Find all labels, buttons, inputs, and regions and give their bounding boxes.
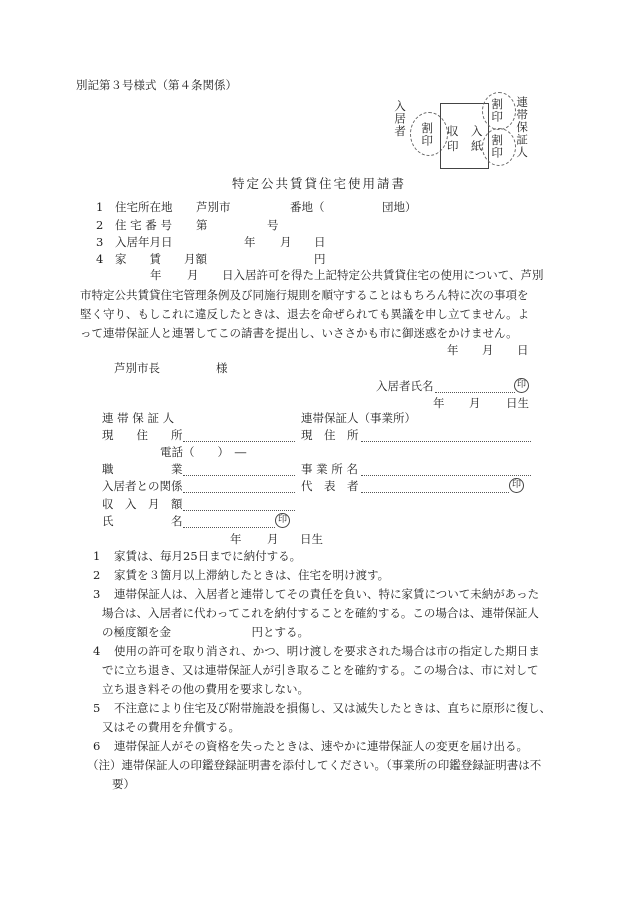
condition-4-line-1: 使用の許可を取り消され、かつ、明け渡しを要求された場合は市の指定した期日ま [114, 644, 540, 658]
tenant-birth-month: 月 [469, 396, 481, 410]
condition-6-num: 6 [93, 739, 101, 753]
intro-line-1: 日入居許可を得た上記特定公共賃貸住宅の使用について、芦別 [222, 268, 544, 282]
date-year: 年 [447, 343, 459, 357]
guarantor-birth-month: 月 [267, 532, 279, 546]
business-office-label: 事 業 所 名 [301, 462, 358, 476]
receipt-char-a: 収 [447, 124, 459, 138]
condition-1-text: 家賃は、毎月25日までに納付する。 [114, 549, 302, 563]
condition-4-line-3: 立ち退き料その他の費用を要求しない。 [102, 682, 309, 696]
item-1-lot: 番地（ [290, 200, 325, 214]
guarantor-job-label: 職 業 [102, 462, 183, 476]
note-line-1: （注）連帯保証人の印鑑登録証明書を添付してください。（事業所の印鑑登録証明書は不 [87, 758, 542, 772]
guarantor-label: 連帯保証人 [515, 96, 530, 159]
guarantor-seal-label-2: 割印 [490, 134, 505, 159]
guarantor-address-label: 現 住 所 [102, 428, 183, 442]
item-1-city: 芦別市 [196, 200, 231, 214]
receipt-char-d: 紙 [471, 139, 483, 153]
guarantor-name-field[interactable] [183, 527, 275, 528]
guarantor-income-label: 収 入 月 額 [102, 497, 183, 511]
item-1-num: 1 [96, 200, 104, 214]
item-3-label: 入居年月日 [115, 235, 173, 249]
condition-3-line-3: の極度額を金 円とする。 [102, 625, 309, 639]
item-4-label: 家 賃 月額 [115, 252, 207, 266]
receipt-char-c: 入 [471, 124, 483, 138]
condition-4-line-2: でに立ち退き、又は連帯保証人が引き取ることを確約する。この場合は、市に対して [102, 663, 539, 677]
guarantor-birth-day: 日生 [300, 532, 323, 546]
condition-4-num: 4 [93, 644, 101, 658]
intro-line-2: 市特定公共賃貸住宅管理条例及び同施行規則を順守することはもちろん特に次の事項を [80, 288, 529, 302]
item-1-complex: 団地） [382, 200, 417, 214]
intro-line-4: って連帯保証人と連署してこの請書を提出し、いささかも市に御迷惑をかけません。 [80, 326, 518, 340]
business-address-label: 現 住 所 [301, 428, 359, 442]
item-4-yen: 円 [314, 252, 326, 266]
business-heading: 連帯保証人（事業所） [301, 411, 416, 425]
guarantor-relation-label: 入居者との関係 [102, 479, 183, 493]
guarantor-seal-mark: 印 [275, 513, 290, 528]
item-4-num: 4 [96, 252, 104, 266]
condition-3-line-1: 連帯保証人は、入居者と連帯してその責任を負い、特に家賃について未納があった [114, 587, 540, 601]
item-2-suffix: 号 [267, 218, 279, 232]
condition-2-text: 家賃を３箇月以上滞納したときは、住宅を明け渡す。 [114, 568, 390, 582]
guarantor-name-label: 氏 名 [102, 514, 183, 528]
business-rep-field[interactable] [361, 492, 509, 493]
guarantor-heading: 連 帯 保 証 人 [102, 411, 175, 425]
item-3-year: 年 [244, 235, 256, 249]
note-line-2: 要） [112, 777, 135, 791]
business-address-field[interactable] [361, 441, 531, 442]
guarantor-income-field[interactable] [183, 510, 295, 511]
guarantor-phone: 電話（ ） ― [160, 445, 247, 459]
condition-5-line-2: 又はその費用を弁償する。 [102, 720, 240, 734]
date-day: 日 [517, 343, 529, 357]
guarantor-job-field[interactable] [183, 475, 295, 476]
item-2-prefix: 第 [196, 218, 208, 232]
condition-3-num: 3 [93, 587, 101, 601]
tenant-birth-year: 年 [433, 396, 445, 410]
tenant-seal-mark: 印 [514, 378, 529, 393]
tenant-name-label: 入居者氏名 [376, 379, 434, 393]
item-1-label: 住宅所在地 [115, 200, 173, 214]
business-rep-label: 代 表 者 [301, 479, 359, 493]
condition-3-line-2: 場合は、入居者に代わってこれを納付することを確約する。この場合は、連帯保証人 [102, 606, 539, 620]
item-3-num: 3 [96, 235, 104, 249]
tenant-name-field[interactable] [435, 392, 515, 393]
business-office-field[interactable] [361, 475, 531, 476]
tenant-label: 入居者 [393, 100, 408, 138]
intro-line-3: 堅く守り、もしこれに違反したときは、退去を命ぜられても異議を申し立てません。よ [80, 307, 530, 321]
guarantor-address-field[interactable] [183, 441, 295, 442]
business-seal-mark: 印 [509, 478, 524, 493]
guarantor-birth-year: 年 [230, 532, 242, 546]
guarantor-relation-field[interactable] [183, 492, 295, 493]
mayor-honorific: 様 [216, 361, 228, 375]
item-2-num: 2 [96, 218, 104, 232]
receipt-char-b: 印 [447, 139, 459, 153]
mayor-label: 芦別市長 [114, 361, 160, 375]
item-3-day: 日 [314, 235, 326, 249]
guarantor-seal-label-1: 割印 [490, 98, 505, 123]
condition-6-text: 連帯保証人がその資格を失ったときは、速やかに連帯保証人の変更を届け出る。 [114, 739, 528, 753]
document-title: 特定公共賃貸住宅使用請書 [232, 176, 407, 191]
tenant-birth-day: 日生 [506, 396, 529, 410]
condition-5-num: 5 [93, 701, 101, 715]
item-2-label: 住 宅 番 号 [115, 218, 172, 232]
intro-month: 月 [187, 268, 199, 282]
condition-1-num: 1 [93, 549, 101, 563]
condition-2-num: 2 [93, 568, 101, 582]
intro-year: 年 [150, 268, 162, 282]
tenant-seal-label: 割印 [420, 122, 435, 147]
form-reference: 別記第３号様式（第４条関係） [76, 78, 237, 92]
date-month: 月 [482, 343, 494, 357]
item-3-month: 月 [280, 235, 292, 249]
condition-5-line-1: 不注意により住宅及び附帯施設を損傷し、又は滅失したときは、直ちに原形に復し、 [114, 701, 551, 715]
